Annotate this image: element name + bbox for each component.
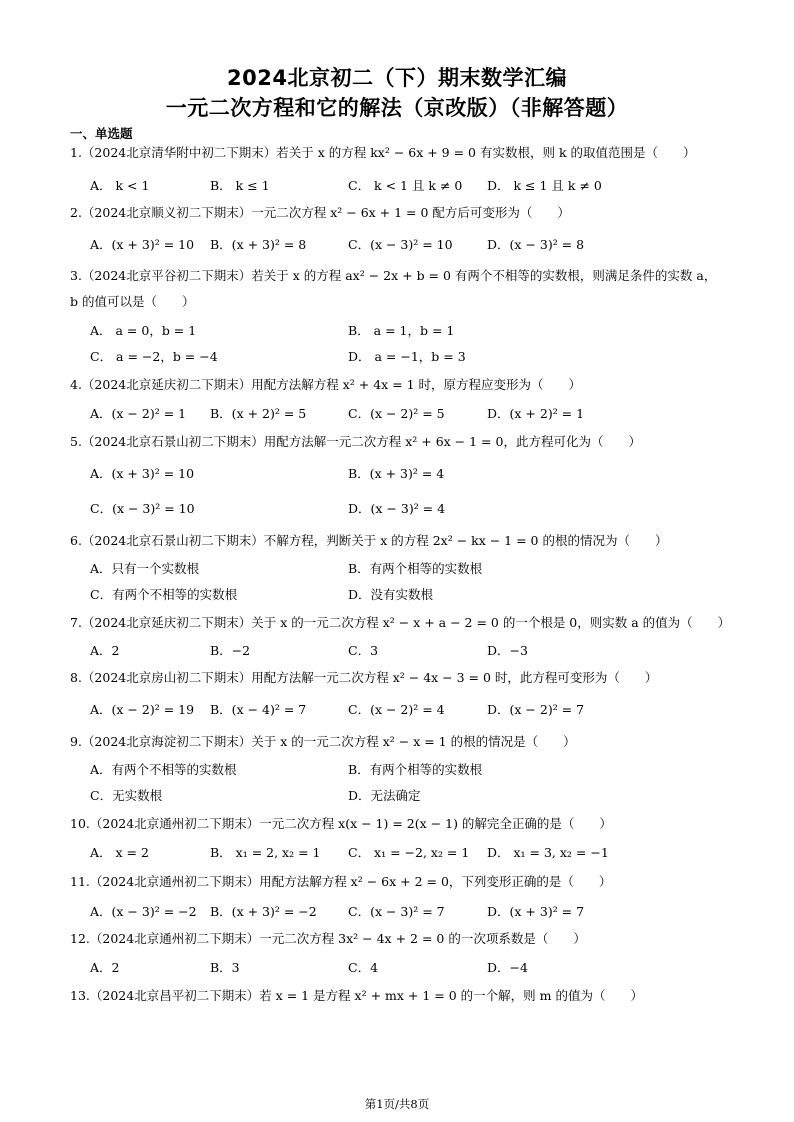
- question-5-option-d: D．(x − 3)² = 4: [348, 501, 446, 516]
- section-heading: 一、单选题: [70, 126, 133, 141]
- doc-title-line2: 一元二次方程和它的解法（京改版）（非解答题）: [165, 96, 629, 120]
- question-12-option-d: D．−4: [487, 960, 528, 975]
- question-5-option-c: C．(x − 3)² = 10: [90, 501, 195, 516]
- question-2-option-c: C．(x − 3)² = 10: [348, 237, 453, 252]
- question-1-option-b: B． k ≤ 1: [210, 178, 270, 193]
- question-1-option-c: C． k < 1 且 k ≠ 0: [348, 178, 463, 193]
- question-7-option-c: C．3: [348, 643, 379, 658]
- question-1-option-d: D． k ≤ 1 且 k ≠ 0: [487, 178, 602, 193]
- question-2-option-b: B．(x + 3)² = 8: [210, 237, 307, 252]
- question-6-stem: 6.（2024北京石景山初二下期末）不解方程，判断关于 x 的方程 2x² − kx − 1 = 0 的根的情况为（ ）: [70, 533, 668, 548]
- question-5-stem: 5.（2024北京石景山初二下期末）用配方法解一元二次方程 x² + 6x − 1 = 0，此方程可化为（ ）: [70, 434, 641, 449]
- question-11-option-d: D．(x + 3)² = 7: [487, 904, 585, 919]
- question-4-option-b: B．(x + 2)² = 5: [210, 406, 307, 421]
- question-10-option-a: A． x = 2: [90, 845, 149, 860]
- question-6-option-b: B．有两个相等的实数根: [348, 561, 483, 576]
- question-12-option-a: A．2: [90, 960, 120, 975]
- question-6-option-c: C．有两个不相等的实数根: [90, 587, 238, 602]
- question-5-option-a: A．(x + 3)² = 10: [90, 466, 195, 481]
- question-7-option-d: D．−3: [487, 643, 528, 658]
- question-11-option-c: C．(x − 3)² = 7: [348, 904, 445, 919]
- doc-title-line1: 2024北京初二（下）期末数学汇编: [227, 66, 567, 90]
- question-3-option-d: D． a = −1，b = 3: [348, 349, 466, 364]
- question-7-option-b: B．−2: [210, 643, 251, 658]
- question-10-stem: 10.（2024北京通州初二下期末）一元二次方程 x(x − 1) = 2(x − 1) 的解完全正确的是（ ）: [70, 816, 612, 831]
- question-8-option-b: B．(x − 4)² = 7: [210, 702, 307, 717]
- question-8-option-a: A．(x − 2)² = 19: [90, 702, 195, 717]
- question-1-option-a: A． k < 1: [90, 178, 150, 193]
- question-12-option-b: B．3: [210, 960, 240, 975]
- question-8-stem: 8.（2024北京房山初二下期末）用配方法解一元二次方程 x² − 4x − 3 = 0 时，此方程可变形为（ ）: [70, 670, 658, 685]
- question-10-option-d: D． x₁ = 3, x₂ = −1: [487, 845, 609, 860]
- question-5-option-b: B．(x + 3)² = 4: [348, 466, 445, 481]
- question-13-stem: 13.（2024北京昌平初二下期末）若 x = 1 是方程 x² + mx + 1 = 0 的一个解，则 m 的值为（ ）: [70, 988, 643, 1003]
- question-11-stem: 11.（2024北京通州初二下期末）用配方法解方程 x² − 6x + 2 = 0，下列变形正确的是（ ）: [70, 874, 612, 889]
- question-9-stem: 9.（2024北京海淀初二下期末）关于 x 的一元二次方程 x² − x = 1 的根的情况是（ ）: [70, 734, 576, 749]
- question-8-option-c: C．(x − 2)² = 4: [348, 702, 445, 717]
- question-2-option-d: D．(x − 3)² = 8: [487, 237, 585, 252]
- question-3-option-c: C． a = −2，b = −4: [90, 349, 218, 364]
- question-11-option-a: A．(x − 3)² = −2: [90, 904, 197, 919]
- question-4-option-a: A．(x − 2)² = 1: [90, 406, 187, 421]
- question-9-option-b: B．有两个相等的实数根: [348, 762, 483, 777]
- question-6-option-a: A．只有一个实数根: [90, 561, 200, 576]
- question-3-option-a: A． a = 0，b = 1: [90, 323, 197, 338]
- question-8-option-d: D．(x − 2)² = 7: [487, 702, 585, 717]
- question-4-option-d: D．(x + 2)² = 1: [487, 406, 585, 421]
- question-9-option-d: D．无法确定: [348, 788, 421, 803]
- question-1-stem: 1.（2024北京清华附中初二下期末）若关于 x 的方程 kx² − 6x + 9 = 0 有实数根，则 k 的取值范围是（ ）: [70, 145, 696, 160]
- question-10-option-b: B． x₁ = 2, x₂ = 1: [210, 845, 321, 860]
- question-7-option-a: A．2: [90, 643, 120, 658]
- question-2-stem: 2.（2024北京顺义初二下期末）一元二次方程 x² − 6x + 1 = 0 配方后可变形为（ ）: [70, 205, 570, 220]
- question-6-option-d: D．没有实数根: [348, 587, 434, 602]
- question-4-stem: 4.（2024北京延庆初二下期末）用配方法解方程 x² + 4x = 1 时，原方程应变形为（ ）: [70, 377, 582, 392]
- question-3-stem: 3.（2024北京平谷初二下期末）若关于 x 的方程 ax² − 2x + b = 0 有两个不相等的实数根，则满足条件的实数 a，: [70, 268, 717, 283]
- question-3-stem-cont: b 的值可以是（ ）: [70, 294, 195, 309]
- question-9-option-a: A．有两个不相等的实数根: [90, 762, 237, 777]
- question-9-option-c: C．无实数根: [90, 788, 163, 803]
- question-10-option-c: C． x₁ = −2, x₂ = 1: [348, 845, 470, 860]
- question-3-option-b: B． a = 1，b = 1: [348, 323, 455, 338]
- question-4-option-c: C．(x − 2)² = 5: [348, 406, 445, 421]
- page-number-footer: 第1页/共8页: [364, 1097, 430, 1111]
- question-12-stem: 12.（2024北京通州初二下期末）一元二次方程 3x² − 4x + 2 = 0 的一次项系数是（ ）: [70, 931, 586, 946]
- question-12-option-c: C．4: [348, 960, 379, 975]
- question-11-option-b: B．(x + 3)² = −2: [210, 904, 317, 919]
- question-2-option-a: A．(x + 3)² = 10: [90, 237, 195, 252]
- question-7-stem: 7.（2024北京延庆初二下期末）关于 x 的一元二次方程 x² − x + a − 2 = 0 的一个根是 0，则实数 a 的值为（ ）: [70, 615, 731, 630]
